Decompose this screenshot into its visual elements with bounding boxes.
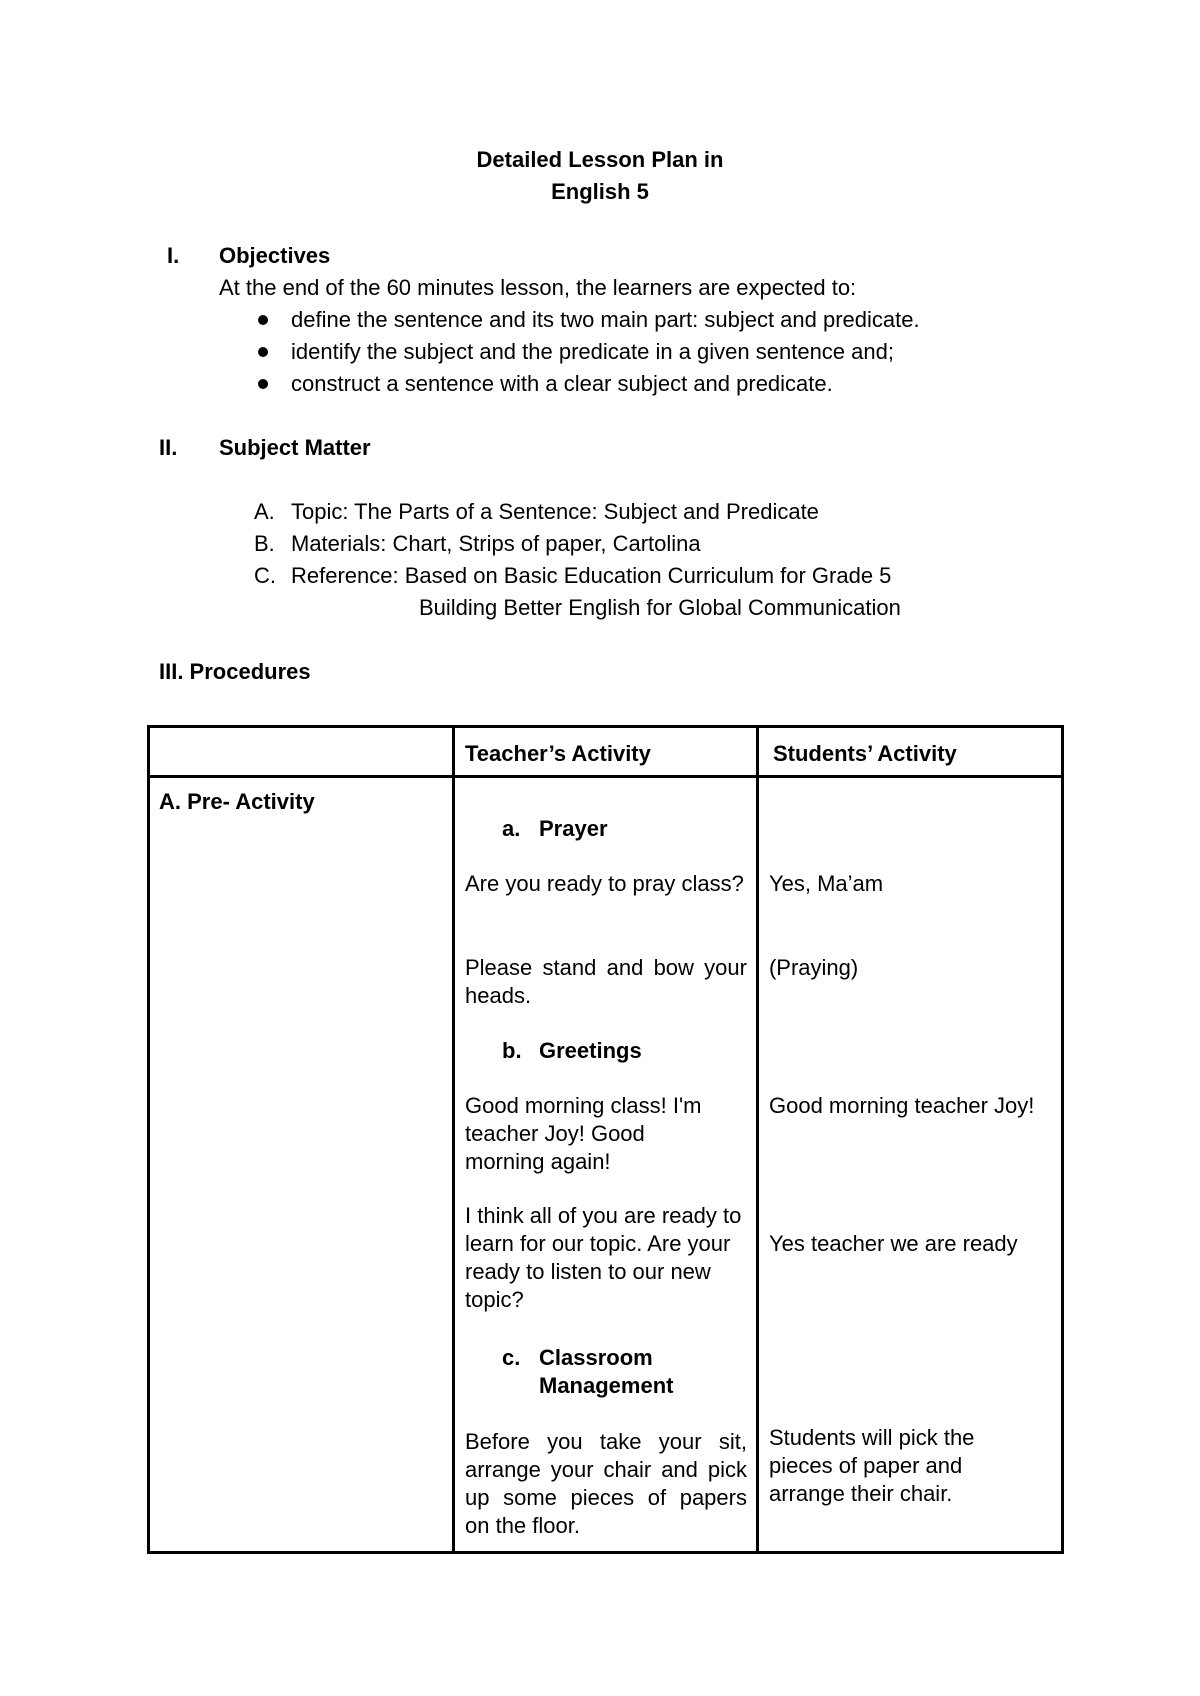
teacher-greet-2: I think all of you are ready to learn for our topic. Are your ready to listen to our new topic? [465,1203,742,1312]
title-line-2: English 5 [551,179,649,204]
student-greet-2: Yes teacher we are ready [768,1231,1018,1256]
row-label: A. Pre- Activity [159,789,315,814]
header-teacher-cell [454,727,758,777]
teacher-prayer-1: Are you ready to pray class? [465,871,744,896]
subject-item-topic: Topic: The Parts of a Sentence: Subject and Predicate [291,499,819,524]
header-teacher-label: Teacher’s Activity [465,741,651,766]
title-line-1: Detailed Lesson Plan in [476,147,724,172]
section-greetings-title: b. Greetings [502,1038,642,1063]
objectives-intro: At the end of the 60 minutes lesson, the learners are expected to: [219,275,857,300]
student-prayer-1: Yes, Ma’am [768,871,884,896]
table-header-row [149,727,1063,777]
student-class-1: Students will pick the pieces of paper and arrange their chair. [768,1425,975,1506]
objectives-heading: Objectives [219,243,331,268]
procedures-heading: III. Procedures [159,659,311,684]
subject-item-letter: A. [254,499,275,524]
section-classroom-title: c. Classroom Management [502,1345,674,1398]
header-students-label: Students’ Activity [772,741,957,766]
subject-item-reference: Reference: Based on Basic Education Curriculum for Grade 5 [291,563,892,588]
students-activity-cell [757,777,1062,1553]
student-greet-1: Good morning teacher Joy! [768,1093,1035,1118]
objective-item: define the sentence and its two main part: subject and predicate. [291,307,920,332]
teacher-prayer-2: Please stand and bow your heads. [465,955,747,1008]
section-prayer-title: a. Prayer [502,816,608,841]
bullet-icon [258,379,268,389]
student-prayer-2: (Praying) [768,955,859,980]
subject-matter-heading: Subject Matter [219,435,371,460]
objective-item: construct a sentence with a clear subject and predicate. [291,371,833,396]
teacher-greet-1: Good morning class! I'm teacher Joy! Good morning again! [465,1093,702,1174]
header-empty-cell [149,727,454,777]
objectives-numeral: I. [167,243,180,268]
subject-item-letter: B. [254,531,275,556]
subject-matter-numeral: II. [159,435,178,460]
teacher-class-1: Before you take your sit, arrange your chair and pick up some pieces of papers on the floor. [465,1429,747,1538]
objective-item: identify the subject and the predicate in a given sentence and; [291,339,894,364]
bullet-icon [258,347,268,357]
subject-item-materials: Materials: Chart, Strips of paper, Cartolina [291,531,701,556]
subject-item-letter: C. [254,563,276,588]
teacher-activity-cell [454,777,758,1553]
row-label-cell [149,777,454,1553]
table-row [149,777,1063,1553]
procedures-table [147,725,1064,1554]
bullet-icon [258,315,268,325]
subject-item-reference-cont: Building Better English for Global Communication [419,595,901,620]
header-students-cell [757,727,1062,777]
